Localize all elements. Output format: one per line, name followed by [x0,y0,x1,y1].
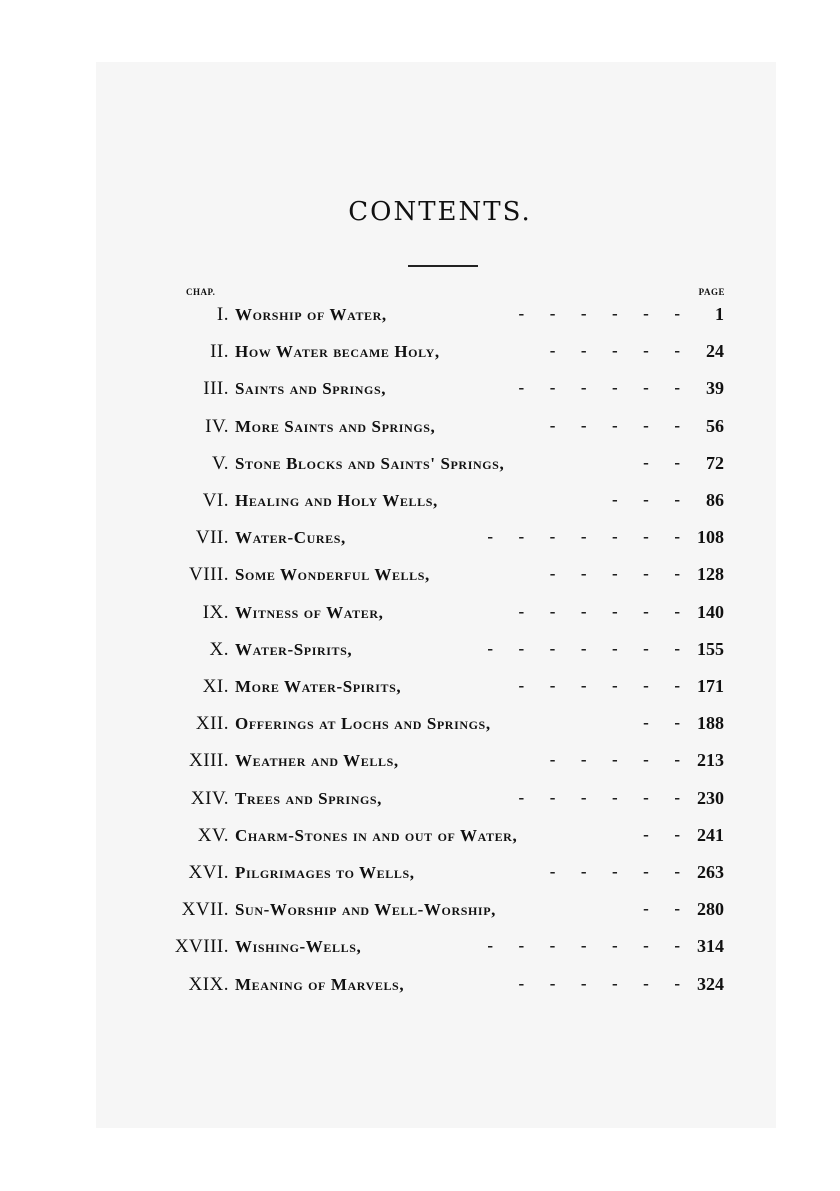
chapter-number: IX. [202,601,229,623]
chapter-number: XVII. [181,899,229,921]
chapter-number: XV. [197,824,229,846]
chapter-number: I. [216,304,229,325]
chapter-number: VII. [195,527,229,549]
page-number: 56 [706,415,724,436]
chapter-number: XVIII. [174,936,229,958]
leader-dashes: - - - - - - [518,378,680,398]
toc-entry [0,899,840,929]
toc-entry [0,602,840,632]
toc-entry [0,453,840,483]
leader-dashes: - - - - - - [518,601,680,621]
toc-entry [0,862,840,892]
chapter-column-header: CHAP. [186,287,216,297]
leader-dashes: - - - - - - - [487,638,680,658]
chapter-number: VI. [202,490,229,511]
chapter-number: XVI. [188,862,229,883]
chapter-title: Pilgrimages to Wells, [235,863,415,882]
chapter-title: Saints and Springs, [235,379,387,399]
chapter-title: More Saints and Springs, [235,416,436,436]
leader-dashes: - - [643,824,680,844]
page-number: 314 [697,936,724,957]
chapter-title: Witness of Water, [235,602,384,622]
leader-dashes: - - - - - [549,750,680,770]
page-number: 24 [706,341,724,362]
page-number: 188 [697,713,724,734]
page-number: 324 [697,973,724,994]
toc-entry [0,639,840,669]
leader-dashes: - - - - - - [518,973,680,993]
chapter-number: XIII. [189,750,229,772]
toc-entry [0,341,840,371]
chapter-title: Healing and Holy Wells, [235,491,438,510]
page-number: 128 [697,564,724,585]
leader-dashes: - - - - - [549,862,680,881]
page-number: 263 [697,862,724,882]
chapter-number: V. [211,452,229,474]
chapter-title: Charm-Stones in and out of Water, [235,825,518,845]
toc-entry [0,416,840,446]
chapter-title: How Water became Holy, [235,342,440,362]
chapter-title: Sun-Worship and Well-Worship, [235,900,496,920]
chapter-title: Weather and Wells, [235,751,399,771]
chapter-number: III. [203,378,229,400]
page-title: CONTENTS. [348,197,532,227]
toc-entry [0,378,840,408]
page-number: 86 [706,490,724,510]
leader-dashes: - - - - - [549,341,680,361]
toc-entry [0,564,840,594]
chapter-number: VIII. [189,564,229,586]
page-number: 108 [697,527,724,548]
chapter-title: Stone Blocks and Saints' Springs, [235,453,505,473]
page-number: 39 [706,378,724,399]
page-column-header: PAGE [698,287,725,297]
chapter-number: XI. [202,676,229,697]
toc-entry [0,750,840,780]
toc-entry [0,936,840,966]
toc-entry [0,304,840,334]
title-rule [408,265,478,267]
leader-dashes: - - - [612,490,680,509]
toc-entry [0,825,840,855]
leader-dashes: - - - - - - [518,787,680,807]
chapter-title: Trees and Springs, [235,788,383,808]
chapter-title: Water-Spirits, [235,639,353,659]
page-number: 230 [697,787,724,808]
page-number: 280 [697,899,724,920]
leader-dashes: - - - - - [549,564,680,584]
leader-dashes: - - [643,452,680,472]
chapter-number: XIX. [188,973,229,995]
page-number: 1 [715,304,724,324]
page-number: 140 [697,601,724,622]
toc-entry [0,490,840,520]
toc-entry [0,713,840,743]
chapter-title: Meaning of Marvels, [235,974,405,994]
chapter-title: Offerings at Lochs and Springs, [235,714,491,734]
chapter-title: Water-Cures, [235,528,346,548]
page-number: 213 [697,750,724,771]
leader-dashes: - - - - - - - [487,527,680,547]
chapter-number: IV. [205,415,229,437]
chapter-number: II. [210,341,229,363]
page-number: 171 [697,676,724,696]
leader-dashes: - - [643,713,680,733]
toc-entry [0,676,840,706]
leader-dashes: - - - - - - [518,304,680,323]
chapter-number: XII. [195,713,229,735]
leader-dashes: - - - - - - [518,676,680,695]
chapter-number: XIV. [190,787,229,809]
toc-entry [0,527,840,557]
chapter-title: Wishing-Wells, [235,937,362,957]
toc-entry [0,788,840,818]
chapter-title: Worship of Water, [235,305,387,324]
page-number: 155 [697,638,724,659]
toc-entry [0,974,840,1004]
chapter-title: More Water-Spirits, [235,677,402,696]
chapter-title: Some Wonderful Wells, [235,565,430,585]
leader-dashes: - - - - - [549,415,680,435]
page-number: 72 [706,452,724,473]
chapter-number: X. [209,638,229,660]
leader-dashes: - - - - - - - [487,936,680,956]
page-number: 241 [697,824,724,845]
leader-dashes: - - [643,899,680,919]
